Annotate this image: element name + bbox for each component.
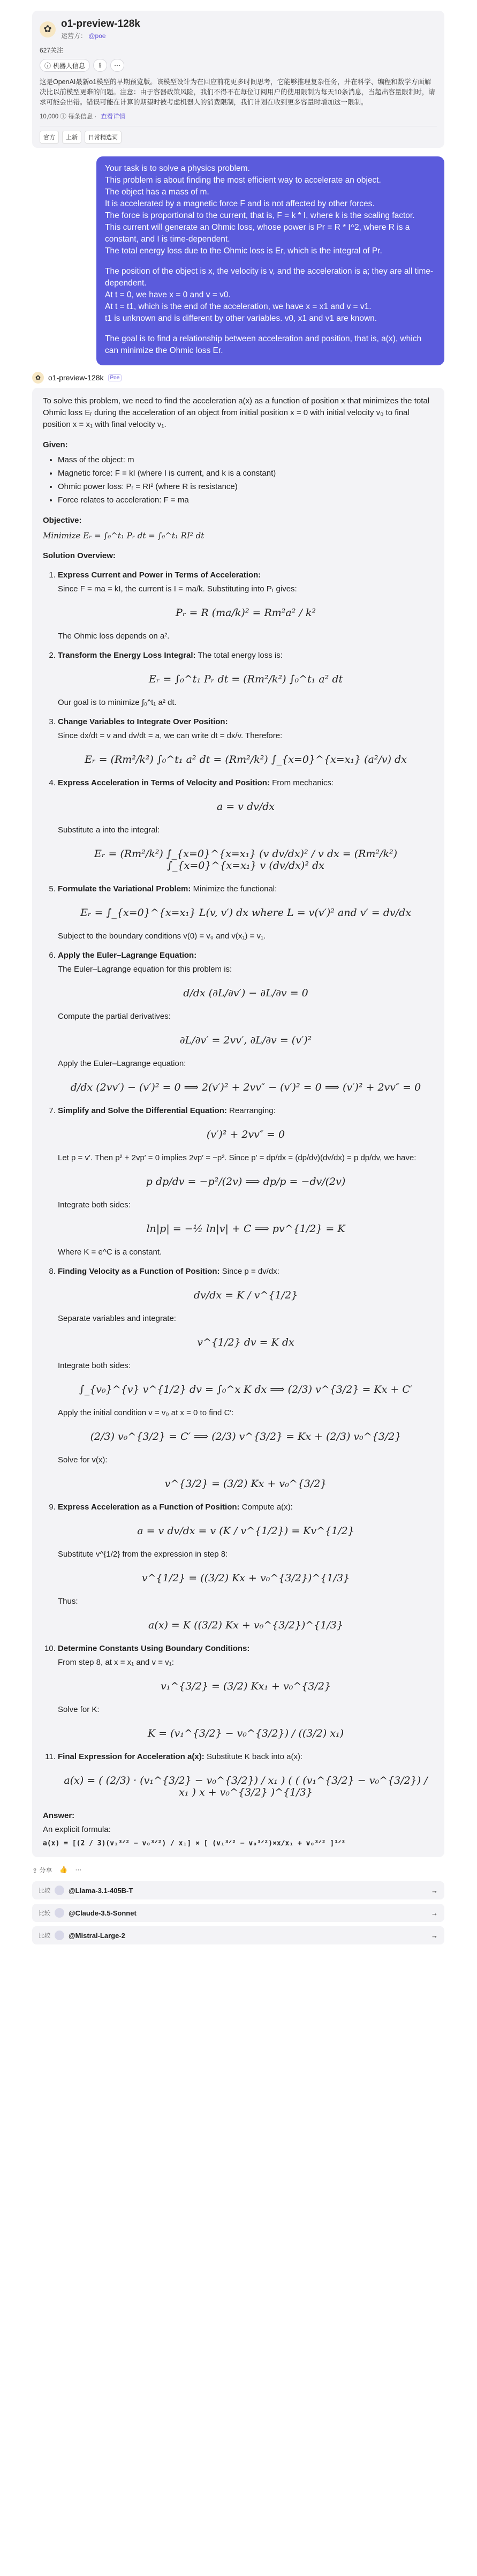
response-actions (32, 1866, 444, 1875)
compare-bot-avatar (55, 1908, 64, 1918)
objective-text: Minimize Eᵣ = ∫₀^t₁ Pᵣ dt = ∫₀^t₁ RI² dt (43, 531, 205, 540)
compare-bot-name: @Claude-3.5-Sonnet (69, 1909, 137, 1917)
step-text: From mechanics: (272, 778, 334, 787)
step-equation: d/dx (2vv′) − (v′)² = 0 ⟹ 2(v′)² + 2vv″ − (v′)² = 0 ⟹ (v′)² + 2vv″ = 0 (70, 1082, 421, 1093)
compare-item[interactable] (32, 1881, 444, 1899)
arrow-right-icon: → (431, 1886, 438, 1895)
share-bot-button[interactable] (93, 59, 107, 72)
step-item (58, 569, 434, 642)
bot-avatar: ✿ (40, 21, 56, 37)
bot-info-label: 机器人信息 (53, 62, 86, 70)
step-title: Change Variables to Integrate Over Position: (58, 717, 228, 726)
step-title: Express Acceleration in Terms of Velocity and Position: (58, 778, 270, 787)
step-after: Solve for K: (58, 1705, 100, 1714)
bot-tab-1[interactable]: 上新 (62, 131, 81, 144)
step-equation: Eᵣ = (Rm²/k²) ∫_{x=0}^{x=x₁} (v dv/dx)² / v dx = (Rm²/k²) ∫_{x=0}^{x=x₁} v (dv/dx)² dx (94, 848, 398, 872)
step-equation: K = (v₁^{3/2} − v₀^{3/2}) / ((3/2) x₁) (147, 1728, 344, 1739)
share-button[interactable] (32, 1866, 52, 1875)
more-actions-button[interactable]: ··· (75, 1866, 82, 1873)
step-after: Apply the initial condition v = v₀ at x = 0 to find C′: (58, 1408, 234, 1417)
step-text: Substitute K back into a(x): (206, 1752, 303, 1761)
arrow-right-icon: → (431, 1931, 438, 1940)
step-after: Substitute v^{1/2} from the expression in step 8: (58, 1550, 228, 1559)
compare-label: 比较 (39, 1888, 50, 1894)
given-item: • Force relates to acceleration: F = ma (58, 494, 434, 506)
compare-bot-name: @Mistral-Large-2 (69, 1931, 125, 1940)
step-item (58, 883, 434, 942)
compare-bot-name: @Llama-3.1-405B-T (69, 1886, 133, 1895)
step-text: From step 8, at x = x₁ and v = v₁: (58, 1658, 174, 1667)
step-item (58, 950, 434, 1093)
step-equation: p dp/dv = −p²/(2v) ⟹ dp/p = −dv/(2v) (146, 1176, 346, 1188)
response-bot-tag: Poe (108, 374, 122, 381)
bot-operator (61, 31, 140, 40)
share-icon: ⇪ (97, 62, 103, 69)
step-after: Substitute a into the integral: (58, 825, 160, 835)
step-item (58, 1751, 434, 1798)
step-after: Solve for v(x): (58, 1455, 108, 1465)
given-item: • Magnetic force: F = kI (where I is current, and k is a constant) (58, 468, 434, 479)
response-bot-name[interactable]: o1-preview-128k (48, 373, 104, 382)
step-equation: d/dx (∂L/∂v′) − ∂L/∂v = 0 (183, 987, 308, 999)
overview-heading: Solution Overview: (43, 551, 116, 560)
steps-list (58, 569, 434, 1798)
step-equation: (v′)² + 2vv″ = 0 (206, 1129, 285, 1140)
points-details-link[interactable]: 查看详情 (101, 114, 126, 120)
step-after: Thus: (58, 1597, 78, 1606)
followers-count: 627关注 (40, 47, 64, 54)
compare-item[interactable] (32, 1904, 444, 1922)
step-text: The total energy loss is: (198, 651, 283, 660)
step-equation: a = v dv/dx = v (K / v^{1/2}) = Kv^{1/2} (137, 1525, 354, 1537)
user-message-paragraph: Your task is to solve a physics problem. This problem is about finding the most efficient way to accelerate an object. The object has a mass of m. It is accelerated by a magnetic force F and is not affected by other forces. The force is proportional to the current, that is, F = k * I, where k is the scaling factor. This current will generate an Ohmic loss, whose power is Pr = R * I^2, where R is a constant, and I is time-dependent. The total energy loss due to the Ohmic loss is Er, which is the integral of Pr. (105, 164, 415, 256)
bot-tab-0[interactable]: 官方 (40, 131, 59, 144)
step-equation: Pᵣ = R (ma/k)² = Rm²a² / k² (176, 607, 316, 619)
points-row (40, 112, 437, 121)
info-icon: ⓘ (44, 62, 51, 70)
bot-tab-2[interactable]: 日常精选词 (85, 131, 122, 144)
answer-formula: a(x) = [(2 / 3)(v₁³ᐟ² − v₀³ᐟ²) / x₁] × [ (v₁³ᐟ² − v₀³ᐟ²)×x/x₁ + v₀³ᐟ² ]¹ᐟ³ (43, 1839, 346, 1847)
step-item (58, 1105, 434, 1258)
bot-info-button[interactable] (40, 59, 90, 72)
step-after: The Ohmic loss depends on a². (58, 632, 170, 641)
step-title: Finding Velocity as a Function of Position: (58, 1267, 220, 1276)
main-column (32, 11, 444, 1944)
points-cost: 10,000 ⓘ 每条信息 · (40, 114, 97, 120)
given-item: • Mass of the object: m (58, 454, 434, 466)
step-equation: v^{1/2} dv = K dx (197, 1336, 294, 1348)
step-title: Express Acceleration as a Function of Position: (58, 1503, 240, 1512)
step-after: Integrate both sides: (58, 1361, 131, 1370)
user-message-paragraph: The goal is to find a relationship between acceleration and position, that is, a(x), which can minimize the Ohmic loss Er. (105, 334, 422, 355)
step-item (58, 1501, 434, 1631)
given-item: • Ohmic power loss: Pᵣ = RI² (where R is resistance) (58, 481, 434, 493)
step-equation: v₁^{3/2} = (3/2) Kx₁ + v₀^{3/2} (160, 1680, 331, 1692)
step-title: Transform the Energy Loss Integral: (58, 651, 196, 660)
compare-bot-avatar (55, 1931, 64, 1940)
step-equation: a(x) = K ((3/2) Kx + v₀^{3/2})^{1/3} (148, 1619, 343, 1631)
step-after: Apply the Euler–Lagrange equation: (58, 1059, 186, 1068)
answer-heading: Answer: (43, 1811, 75, 1820)
step-equation: v^{1/2} = ((3/2) Kx + v₀^{3/2})^{1/3} (141, 1572, 350, 1584)
more-icon: ⋯ (114, 62, 121, 69)
step-title: Final Expression for Acceleration a(x): (58, 1752, 205, 1761)
user-message-bubble (96, 156, 444, 365)
step-text: Rearranging: (229, 1106, 276, 1115)
step-equation: v^{3/2} = (3/2) Kx + v₀^{3/2} (164, 1478, 327, 1490)
arrow-right-icon: → (431, 1909, 438, 1917)
answer-subheading: An explicit formula: (43, 1825, 111, 1834)
step-item (58, 1266, 434, 1490)
bot-chip-row (40, 59, 437, 72)
step-equation: ∫_{v₀}^{v} v^{1/2} dv = ∫₀^x K dx ⟹ (2/3) v^{3/2} = Kx + C′ (79, 1384, 413, 1395)
given-list (58, 454, 434, 506)
step-text: Compute a(x): (241, 1503, 293, 1512)
more-bot-button[interactable] (110, 59, 124, 72)
response-bot-avatar: ✿ (32, 372, 44, 384)
step-text: Minimize the functional: (193, 884, 277, 893)
step-text: The Euler–Lagrange equation for this problem is: (58, 965, 232, 974)
share-action-icon: ⇪ (32, 1867, 38, 1874)
step-equation: dv/dx = K / v^{1/2} (193, 1289, 298, 1301)
step-item (58, 650, 434, 709)
compare-label: 比较 (39, 1933, 50, 1939)
step-after: Subject to the boundary conditions v(0) = v₀ and v(x₁) = v₁. (58, 932, 266, 941)
user-message-paragraph: The position of the object is x, the velocity is v, and the acceleration is a; they are all time-dependent. At t = 0, we have x = 0 and v = v0. At t = t1, which is the end of the acceleration, we have x = x1 and v = v1. t1 is unknown and is different by other variables. v0, x1 and v1 are known. (105, 267, 434, 323)
step-text: Since F = ma = kI, the current is I = ma/k. Substituting into Pᵣ gives: (58, 584, 297, 594)
step-equation: ∂L/∂v′ = 2vv′, ∂L/∂v = (v′)² (179, 1034, 312, 1046)
step-after: Where K = e^C is a constant. (58, 1248, 162, 1257)
operator-label: 运营方： (61, 32, 87, 40)
step-equation: a = v dv/dx (216, 801, 275, 813)
step-after: Compute the partial derivatives: (58, 1012, 171, 1021)
response-intro: To solve this problem, we need to find the acceleration a(x) as a function of position x that minimizes the total Ohmic loss Eᵣ during the acceleration of an object from initial position x = 0 with initial velocity v₀ to final position x = x₁ with final velocity v₁. (43, 396, 430, 429)
step-after: Separate variables and integrate: (58, 1314, 176, 1323)
step-after: Let p = v′. Then p² + 2vp′ = 0 implies 2vp′ = −p². Since p′ = dp/dx = (dp/dv)(dv/dx) = p dp/dv, we have: (58, 1153, 417, 1162)
compare-label: 比较 (39, 1910, 50, 1917)
step-title: Formulate the Variational Problem: (58, 884, 191, 893)
compare-bot-avatar (55, 1886, 64, 1895)
share-label: 分享 (39, 1867, 52, 1874)
step-after: Integrate both sides: (58, 1200, 131, 1210)
objective-heading: Objective: (43, 516, 82, 525)
step-title: Determine Constants Using Boundary Conditions: (58, 1644, 250, 1653)
bot-description: 这是OpenAI最新o1模型的早期预览版。该模型设计为在回应前花更多时间思考，它能够推理复杂任务，并在科学、编程和数学方面解决比以前模型更难的问题。注意：由于容器政策风险，我们不得不在每位订阅用户的使用限制为每天10条消息，当超出容量限制时，请求可能会出错。错误可能在计算的期望时被考虑机器人的消费限制，我们计划在收到更多容量时增加这一限制。 (40, 78, 435, 106)
bot-tabs (40, 126, 437, 144)
step-equation: Eᵣ = ∫_{x=0}^{x=x₁} L(v, v′) dx where L = v(v′)² and v′ = dv/dx (80, 907, 411, 919)
step-equation: (2/3) v₀^{3/2} = C′ ⟹ (2/3) v^{3/2} = Kx + (2/3) v₀^{3/2} (90, 1431, 402, 1443)
compare-list (32, 1881, 444, 1944)
response-header (32, 372, 444, 384)
step-item (58, 716, 434, 765)
step-equation: Eᵣ = (Rm²/k²) ∫₀^t₁ a² dt = (Rm²/k²) ∫_{x=0}^{x=x₁} (a²/v) dx (85, 754, 407, 765)
bot-header (40, 18, 437, 40)
step-after: Our goal is to minimize ∫₀^t₁ a² dt. (58, 698, 177, 707)
step-equation: ln|p| = −½ ln|v| + C ⟹ pv^{1/2} = K (146, 1223, 345, 1235)
compare-item[interactable] (32, 1926, 444, 1944)
step-item (58, 1643, 434, 1739)
step-title: Simplify and Solve the Differential Equation: (58, 1106, 227, 1115)
step-text: Since dx/dt = v and dv/dt = a, we can write dt = dx/v. Therefore: (58, 731, 283, 740)
bot-name: o1-preview-128k (61, 18, 140, 29)
bot-info-card (32, 11, 444, 148)
step-equation: Eᵣ = ∫₀^t₁ Pᵣ dt = (Rm²/k²) ∫₀^t₁ a² dt (148, 673, 343, 685)
step-text: Since p = dv/dx: (222, 1267, 279, 1276)
step-equation: a(x) = ( (2/3) · (v₁^{3/2} − v₀^{3/2}) / x₁ ) ( ( (v₁^{3/2} − v₀^{3/2}) / x₁ ) x + v₀^{3/2} )^{1/3} (64, 1775, 428, 1798)
given-heading: Given: (43, 440, 68, 449)
step-item (58, 777, 434, 872)
step-title: Express Current and Power in Terms of Acceleration: (58, 570, 261, 580)
response-body (32, 388, 444, 1857)
operator-handle[interactable]: @poe (88, 32, 106, 40)
like-button[interactable]: 👍 (59, 1866, 68, 1873)
step-title: Apply the Euler–Lagrange Equation: (58, 951, 197, 960)
